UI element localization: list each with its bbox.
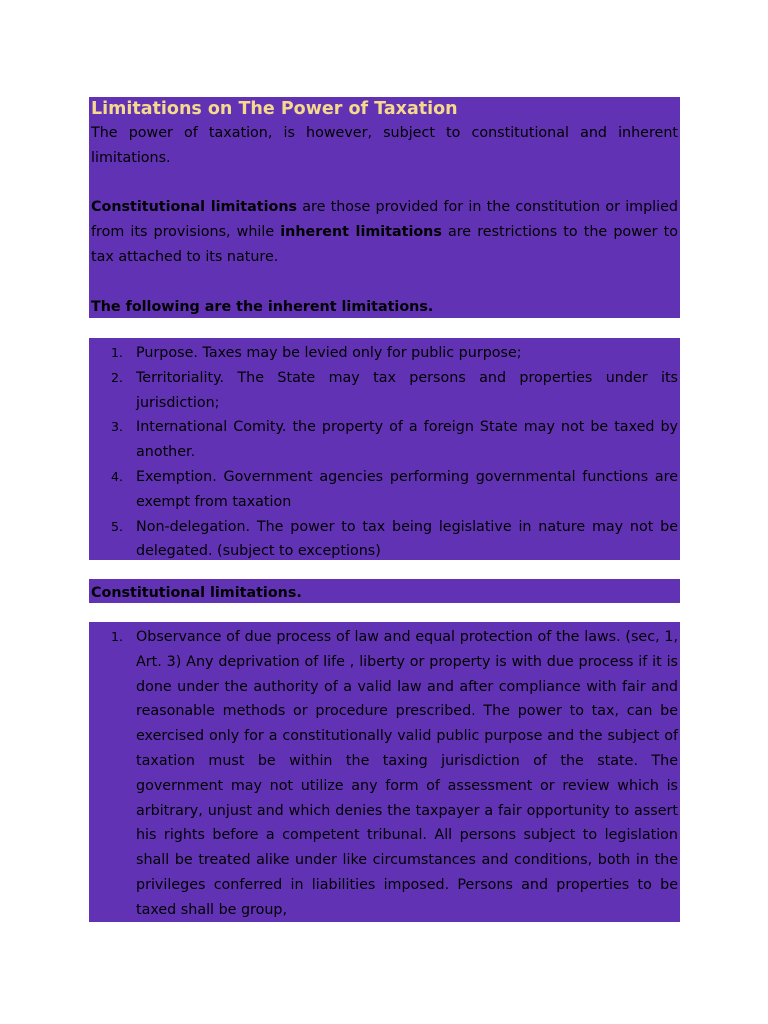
spacer <box>89 270 680 295</box>
item-text: Non-delegation. The power to tax being legislative in nature may not be delegated. (subject to exceptions) <box>136 518 678 560</box>
item-number: 5. <box>111 518 123 534</box>
definition-text-2: are restrictions to the power to tax attached to its nature. <box>91 224 678 265</box>
item-text: Observance of due process of law and equal protection of the laws. (sec, 1, Art. 3) Any deprivation of life , liberty or property is with due process if it is done under the authority of a valid law and after compliance with fair and reasonable methods or procedure prescribed. The power to tax, can be exercised only for a constitutionally valid public purpose and the subject of taxation must be within the taxing jurisdiction of the state. The government may not utilize any form of assessment or review which is arbitrary, unjust and which denies the taxpayer a fair opportunity to assert his rights before a competent tribunal. All persons subject to legislation shall be treated alike under like circumstances and conditions, both in the privileges conferred in liabilities imposed. Persons and properties to be taxed shall be group, <box>136 629 678 918</box>
item-text: Purpose. Taxes may be levied only for public purpose; <box>136 345 522 361</box>
list-item <box>89 366 680 416</box>
list-item <box>89 341 680 366</box>
inherent-heading-text: The following are the inherent limitations. <box>91 298 434 315</box>
term-inherent: inherent limitations <box>280 224 442 241</box>
item-number: 4. <box>111 468 123 484</box>
item-text: International Comity. the property of a foreign State may not be taxed by another. <box>136 419 678 461</box>
constitutional-list-section <box>89 622 680 922</box>
constitutional-heading-section <box>89 579 680 603</box>
list-item <box>89 465 680 515</box>
list-item <box>89 625 680 922</box>
term-constitutional: Constitutional limitations <box>91 199 298 216</box>
intro-paragraph: The power of taxation, is however, subject to constitutional and inherent limitations. <box>91 125 678 166</box>
list-item <box>89 415 680 465</box>
definition-paragraph <box>89 195 680 269</box>
item-number: 1. <box>111 629 123 644</box>
page-title: Limitations on The Power of Taxation <box>91 99 458 119</box>
constitutional-list <box>89 625 680 922</box>
item-text: Exemption. Government agencies performing governmental functions are exempt from taxation <box>136 468 678 510</box>
item-number: 3. <box>111 419 123 435</box>
spacer <box>89 171 680 196</box>
inherent-list-section <box>89 338 680 560</box>
constitutional-heading-text: Constitutional limitations. <box>91 585 302 601</box>
item-number: 2. <box>111 369 123 385</box>
intro-section <box>89 97 680 318</box>
item-text: Territoriality. The State may tax persons and properties under its jurisdiction; <box>136 369 678 411</box>
definition-text-1: are those provided for in the constitution or implied from its provisions, while <box>91 199 678 241</box>
constitutional-heading <box>89 579 680 607</box>
list-item <box>89 515 680 565</box>
inherent-heading <box>89 295 680 320</box>
item-number: 1. <box>111 345 123 360</box>
inherent-list <box>89 341 680 564</box>
